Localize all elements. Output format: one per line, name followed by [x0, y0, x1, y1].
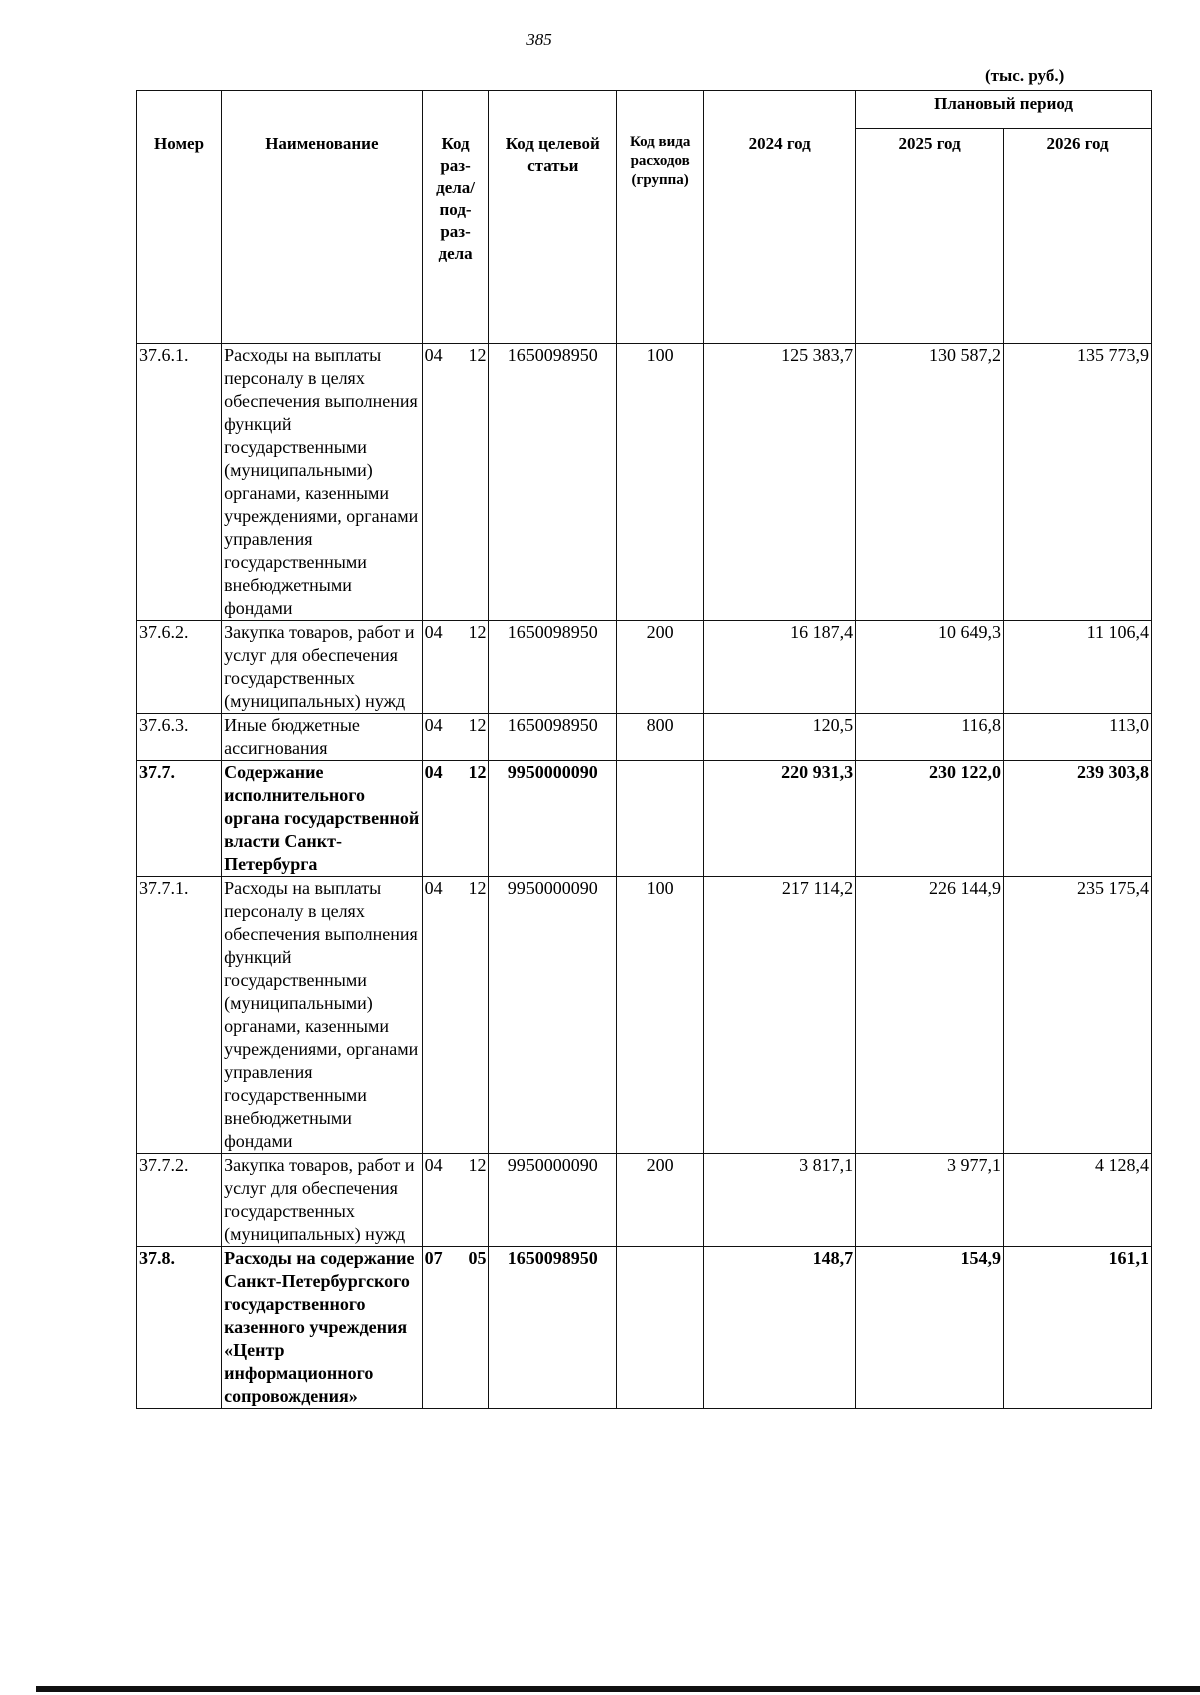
- row-expense-type: [617, 761, 704, 877]
- row-value-2026: 113,0: [1004, 714, 1152, 761]
- row-target-article: 9950000090: [489, 1154, 617, 1247]
- row-subsection: 05: [468, 1248, 487, 1268]
- row-value-2024: 120,5: [704, 714, 856, 761]
- header-number: Номер: [137, 91, 222, 344]
- row-value-2026: 235 175,4: [1004, 877, 1152, 1154]
- row-value-2026: 4 128,4: [1004, 1154, 1152, 1247]
- row-value-2024: 3 817,1: [704, 1154, 856, 1247]
- row-number: 37.8.: [137, 1247, 222, 1409]
- row-expense-type: 100: [617, 344, 704, 621]
- row-section: 04: [424, 345, 443, 365]
- header-planned-period: Плановый период: [856, 91, 1152, 129]
- table-row: [137, 1247, 1152, 1409]
- row-section: 04: [424, 762, 443, 782]
- table-row: [137, 761, 1152, 877]
- row-section: 04: [424, 878, 443, 898]
- header-year-2025: 2025 год: [856, 129, 1004, 344]
- row-subsection: 12: [468, 622, 487, 642]
- units-label: (тыс. руб.): [985, 66, 1065, 85]
- row-number: 37.7.: [137, 761, 222, 877]
- row-name: Содержание исполнительного органа государственной власти Санкт-Петербурга: [222, 761, 423, 877]
- row-section: 04: [424, 1155, 443, 1175]
- row-section-code: [422, 761, 489, 877]
- budget-table: [136, 90, 1152, 1409]
- header-year-2026: 2026 год: [1004, 129, 1152, 344]
- row-value-2026: 11 106,4: [1004, 621, 1152, 714]
- row-number: 37.6.2.: [137, 621, 222, 714]
- row-section: 04: [424, 715, 443, 735]
- row-section-code: [422, 1154, 489, 1247]
- header-section: Код раз- дела/ под- раз- дела: [422, 91, 489, 344]
- row-value-2025: 10 649,3: [856, 621, 1004, 714]
- row-section-code: [422, 714, 489, 761]
- header-name: Наименование: [222, 91, 423, 344]
- row-subsection: 12: [468, 878, 487, 898]
- header-target-article: Код целевой статьи: [489, 91, 617, 344]
- header-expense-type: Код вида расходов (группа): [617, 91, 704, 344]
- row-subsection: 12: [468, 762, 487, 782]
- row-subsection: 12: [468, 345, 487, 365]
- table-header: [137, 91, 1152, 344]
- row-section: 04: [424, 622, 443, 642]
- row-target-article: 1650098950: [489, 621, 617, 714]
- row-section-code: [422, 1247, 489, 1409]
- table-row: [137, 621, 1152, 714]
- row-value-2024: 148,7: [704, 1247, 856, 1409]
- row-expense-type: [617, 1247, 704, 1409]
- page-number: 385: [526, 30, 552, 49]
- row-expense-type: 200: [617, 621, 704, 714]
- row-value-2025: 116,8: [856, 714, 1004, 761]
- row-name: Закупка товаров, работ и услуг для обеспечения государственных (муниципальных) нужд: [222, 1154, 423, 1247]
- row-value-2026: 239 303,8: [1004, 761, 1152, 877]
- bottom-rule: [36, 1686, 1200, 1692]
- row-target-article: 1650098950: [489, 714, 617, 761]
- row-subsection: 12: [468, 1155, 487, 1175]
- row-name: Расходы на выплаты персоналу в целях обеспечения выполнения функций государственными (муниципальными) органами, казенными учреждениями, органами управления государственными внебюджетными фондами: [222, 877, 423, 1154]
- row-target-article: 1650098950: [489, 344, 617, 621]
- row-target-article: 9950000090: [489, 877, 617, 1154]
- row-value-2025: 3 977,1: [856, 1154, 1004, 1247]
- row-value-2024: 16 187,4: [704, 621, 856, 714]
- row-value-2025: 226 144,9: [856, 877, 1004, 1154]
- row-number: 37.6.3.: [137, 714, 222, 761]
- row-value-2024: 220 931,3: [704, 761, 856, 877]
- table-row: [137, 344, 1152, 621]
- header-year-2024: 2024 год: [704, 91, 856, 344]
- row-number: 37.7.2.: [137, 1154, 222, 1247]
- row-value-2025: 230 122,0: [856, 761, 1004, 877]
- row-section-code: [422, 621, 489, 714]
- table-row: [137, 1154, 1152, 1247]
- row-target-article: 1650098950: [489, 1247, 617, 1409]
- row-value-2024: 217 114,2: [704, 877, 856, 1154]
- row-value-2026: 135 773,9: [1004, 344, 1152, 621]
- table-row: [137, 877, 1152, 1154]
- row-section-code: [422, 877, 489, 1154]
- row-section-code: [422, 344, 489, 621]
- row-name: Расходы на выплаты персоналу в целях обеспечения выполнения функций государственными (муниципальными) органами, казенными учреждениями, органами управления государственными внебюджетными фондами: [222, 344, 423, 621]
- row-name: Иные бюджетные ассигнования: [222, 714, 423, 761]
- row-value-2024: 125 383,7: [704, 344, 856, 621]
- row-name: Закупка товаров, работ и услуг для обеспечения государственных (муниципальных) нужд: [222, 621, 423, 714]
- row-target-article: 9950000090: [489, 761, 617, 877]
- row-expense-type: 200: [617, 1154, 704, 1247]
- row-value-2026: 161,1: [1004, 1247, 1152, 1409]
- row-subsection: 12: [468, 715, 487, 735]
- table-body: [137, 344, 1152, 1409]
- row-expense-type: 100: [617, 877, 704, 1154]
- table-row: [137, 714, 1152, 761]
- row-value-2025: 130 587,2: [856, 344, 1004, 621]
- row-name: Расходы на содержание Санкт-Петербургского государственного казенного учреждения «Центр информационного сопровождения»: [222, 1247, 423, 1409]
- row-expense-type: 800: [617, 714, 704, 761]
- row-number: 37.7.1.: [137, 877, 222, 1154]
- row-number: 37.6.1.: [137, 344, 222, 621]
- row-section: 07: [424, 1248, 443, 1268]
- row-value-2025: 154,9: [856, 1247, 1004, 1409]
